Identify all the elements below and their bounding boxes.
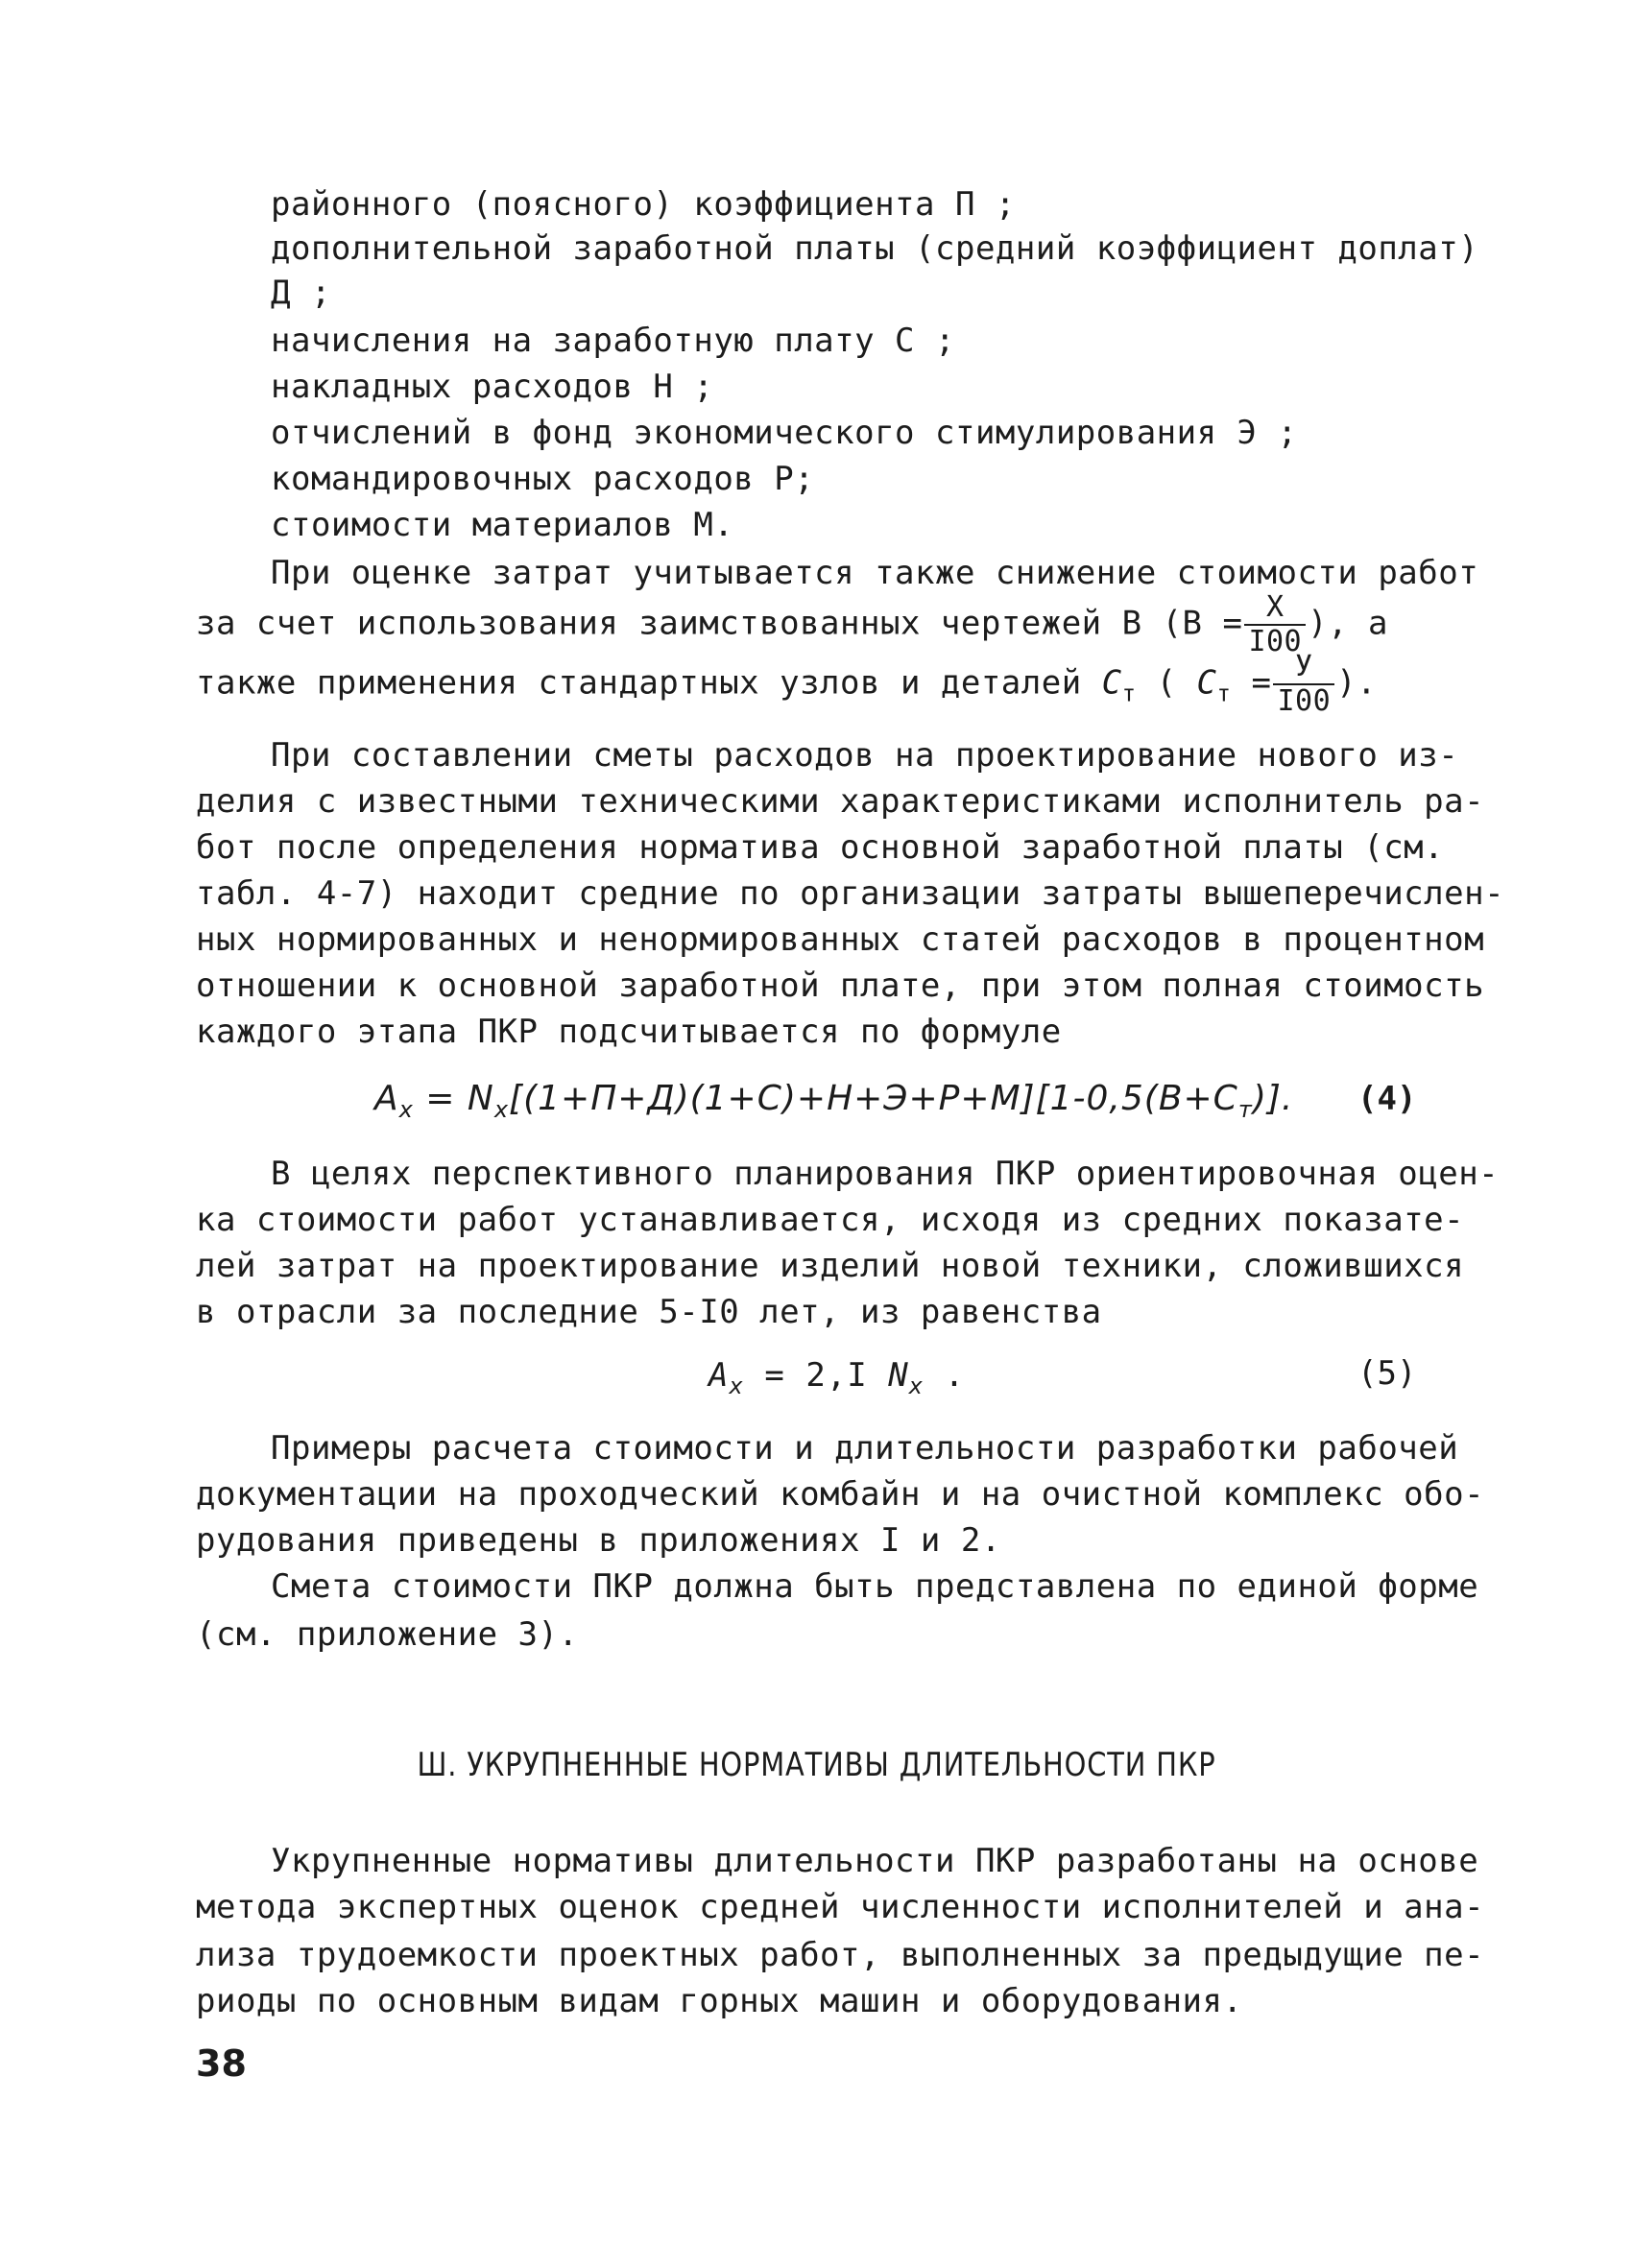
text-line: лей затрат на проектирование изделий новой техники, сложившихся <box>196 1247 1465 1285</box>
text-line: При составлении сметы расходов на проектирование нового из- <box>271 736 1459 775</box>
formula-symbol: N <box>888 1356 909 1395</box>
text-line: документации на проходческий комбайн и на очистной комплекс обо- <box>196 1475 1485 1514</box>
formula-body: = 2,I <box>764 1356 868 1395</box>
fraction-denominator: I00 <box>1277 684 1332 718</box>
symbol-c: C <box>1101 663 1122 703</box>
text-line: каждого этапа ПКР подсчитывается по формуле <box>196 1013 1062 1051</box>
text-line: районного (поясного) коэффициента П ; <box>271 185 1016 224</box>
fraction-denominator: I00 <box>1248 625 1303 658</box>
formula-subscript: x <box>398 1096 414 1123</box>
formula-symbol: A <box>708 1356 730 1395</box>
text-line: отношении к основной заработной плате, при этом полная стоимость <box>196 967 1485 1005</box>
text-line: командировочных расходов Р; <box>271 460 815 498</box>
formula-body: )]. <box>1252 1079 1294 1118</box>
text-segment: = <box>1251 663 1272 703</box>
formula-body: = N <box>425 1079 494 1118</box>
text-line: лиза трудоемкости проектных работ, выполненных за предыдущие пе- <box>196 1936 1485 1974</box>
text-segment: за счет использования заимствованных чертежей В (В = <box>196 604 1243 643</box>
text-line: ка стоимости работ устанавливается, исходя из средних показате- <box>196 1201 1465 1239</box>
section-heading: Ш. УКРУПНЕННЫЕ НОРМАТИВЫ ДЛИТЕЛЬНОСТИ ПКР <box>417 1746 1216 1784</box>
text-line: бот после определения норматива основной заработной платы (см. <box>196 828 1445 867</box>
text-line: отчислений в фонд экономического стимулирования Э ; <box>271 414 1298 452</box>
page-number: 38 <box>196 2042 247 2085</box>
symbol-c: C <box>1196 663 1217 703</box>
formula-body: [(1+П+Д)(1+С)+Н+Э+Р+М][1-0,5(В+С <box>509 1079 1238 1118</box>
text-line: делия с известными техническими характеристиками исполнитель ра- <box>196 782 1485 821</box>
equation-number: (5) <box>1357 1354 1417 1393</box>
formula-subscript: x <box>908 1373 925 1399</box>
subscript-t: т <box>1121 680 1137 707</box>
text-segment: ), а <box>1308 604 1389 643</box>
text-line: При оценке затрат учитывается также снижение стоимости работ <box>271 554 1479 592</box>
equation-number: (4) <box>1357 1080 1417 1118</box>
text-line: метода экспертных оценок средней численности исполнителей и ана- <box>196 1888 1485 1926</box>
text-line: Укрупненные нормативы длительности ПКР разработаны на основе <box>271 1842 1479 1880</box>
text-line: Примеры расчета стоимости и длительности разработки рабочей <box>271 1429 1459 1468</box>
text-line: дополнительной заработной платы (средний коэффициент доплат) <box>271 229 1479 268</box>
text-line: табл. 4-7) находит средние по организации затраты вышеперечислен- <box>196 874 1505 913</box>
fraction-numerator: X <box>1244 593 1306 626</box>
text-line: Д ; <box>271 274 331 312</box>
text-segment: также применения стандартных узлов и деталей <box>196 663 1082 703</box>
text-line-with-fraction <box>196 650 1378 718</box>
text-line: стоимости материалов М. <box>271 506 734 544</box>
formula-subscript: т <box>1237 1096 1253 1123</box>
text-segment: ( <box>1156 663 1177 703</box>
text-segment: ). <box>1336 663 1378 703</box>
fraction-b <box>1244 590 1306 658</box>
text-line: накладных расходов Н ; <box>271 368 714 406</box>
text-line: (см. приложение 3). <box>196 1615 579 1654</box>
text-line: В целях перспективного планирования ПКР ориентировочная оцен- <box>271 1155 1500 1193</box>
formula-5 <box>708 1351 965 1410</box>
text-line: начисления на заработную плату С ; <box>271 322 955 360</box>
fraction-c <box>1273 650 1334 718</box>
formula-4 <box>374 1075 1293 1134</box>
formula-symbol: A <box>374 1079 399 1118</box>
fraction-numerator: У <box>1273 653 1334 685</box>
text-line-with-fraction <box>196 590 1389 658</box>
text-line: риоды по основным видам горных машин и оборудования. <box>196 1982 1243 2020</box>
subscript-t: т <box>1216 680 1232 707</box>
formula-subscript: x <box>493 1096 510 1123</box>
text-line: Смета стоимости ПКР должна быть представлена по единой форме <box>271 1567 1479 1606</box>
text-line: ных нормированных и ненормированных статей расходов в процентном <box>196 920 1485 959</box>
text-line: в отрасли за последние 5-I0 лет, из равенства <box>196 1293 1102 1331</box>
formula-subscript: x <box>729 1373 744 1399</box>
text-line: рудования приведены в приложениях I и 2. <box>196 1521 1001 1560</box>
formula-body: . <box>944 1356 966 1395</box>
